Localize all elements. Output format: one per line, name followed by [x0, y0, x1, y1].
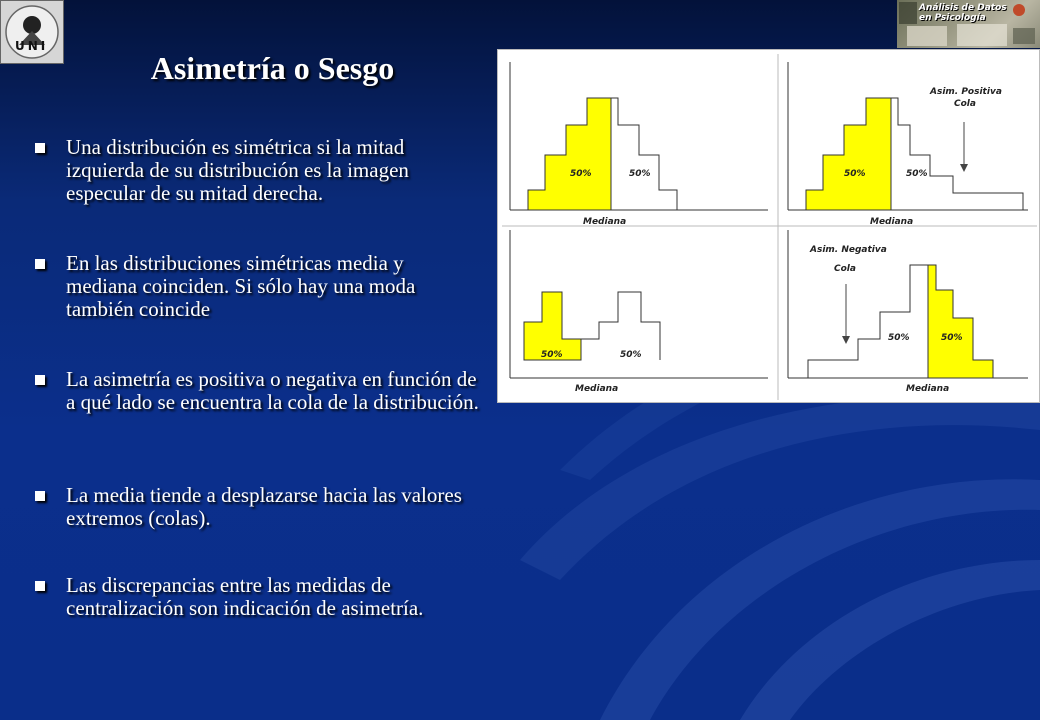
bullet-square-icon: [35, 581, 45, 591]
left-percent-label: 50%: [570, 169, 592, 179]
median-label: Mediana: [870, 217, 914, 227]
course-logo-line2: en Psicología: [919, 13, 986, 23]
university-logo-text: UNI: [15, 39, 49, 53]
tail-arrow-head-icon: [960, 164, 968, 172]
left-percent-label: 50%: [844, 169, 866, 179]
right-half-outline: [891, 98, 1023, 210]
course-logo-line1: Análisis de Datos: [919, 3, 1007, 13]
bullet-item: [30, 368, 480, 414]
bullet-item: [30, 484, 480, 530]
bullet-text: Una distribución es simétrica si la mitad izquierda de su distribución es la imagen especular de su mitad derecha.: [66, 135, 409, 205]
panel-symmetric: [510, 62, 768, 227]
left-percent-label: 50%: [888, 333, 910, 343]
right-percent-label: 50%: [941, 333, 963, 343]
bullet-item: [30, 252, 480, 321]
annotation-line1: Asim. Negativa: [810, 245, 887, 255]
right-half-fill: [928, 265, 993, 378]
bullet-square-icon: [35, 143, 45, 153]
panel-bimodal: [510, 230, 768, 394]
right-percent-label: 50%: [620, 350, 642, 360]
bullet-square-icon: [35, 491, 45, 501]
bullet-text: Las discrepancias entre las medidas de centralización son indicación de asimetría.: [66, 573, 424, 620]
left-half-fill: [528, 98, 611, 210]
bullet-square-icon: [35, 375, 45, 385]
bullet-square-icon: [35, 259, 45, 269]
bullet-text: La asimetría es positiva o negativa en función de a qué lado se encuentra la cola de la distribución.: [66, 367, 479, 414]
skewness-figure: [497, 49, 1040, 403]
panel-positive-skew: [788, 62, 1028, 227]
median-label: Mediana: [575, 384, 619, 394]
panel-negative-skew: [788, 230, 1028, 394]
right-percent-label: 50%: [629, 169, 651, 179]
median-label: Mediana: [906, 384, 950, 394]
bullet-item: [30, 136, 480, 205]
bullet-text: La media tiende a desplazarse hacia las valores extremos (colas).: [66, 483, 462, 530]
annotation-line1: Asim. Positiva: [930, 87, 1002, 97]
annotation-line2: Cola: [954, 99, 976, 109]
left-half-outline: [808, 265, 928, 378]
slide-title: Asimetría o Sesgo: [150, 50, 395, 86]
left-percent-label: 50%: [541, 350, 563, 360]
right-half-outline: [611, 98, 695, 210]
left-half-fill: [806, 98, 891, 210]
annotation-line2: Cola: [834, 264, 856, 274]
tail-arrow-head-icon: [842, 336, 850, 344]
bullet-text: En las distribuciones simétricas media y mediana coinciden. Si sólo hay una moda también coincide: [66, 251, 416, 321]
right-percent-label: 50%: [906, 169, 928, 179]
course-logo: [897, 0, 1040, 48]
median-label: Mediana: [583, 217, 627, 227]
bullet-item: [30, 574, 480, 620]
skewness-diagram: [498, 50, 1040, 404]
